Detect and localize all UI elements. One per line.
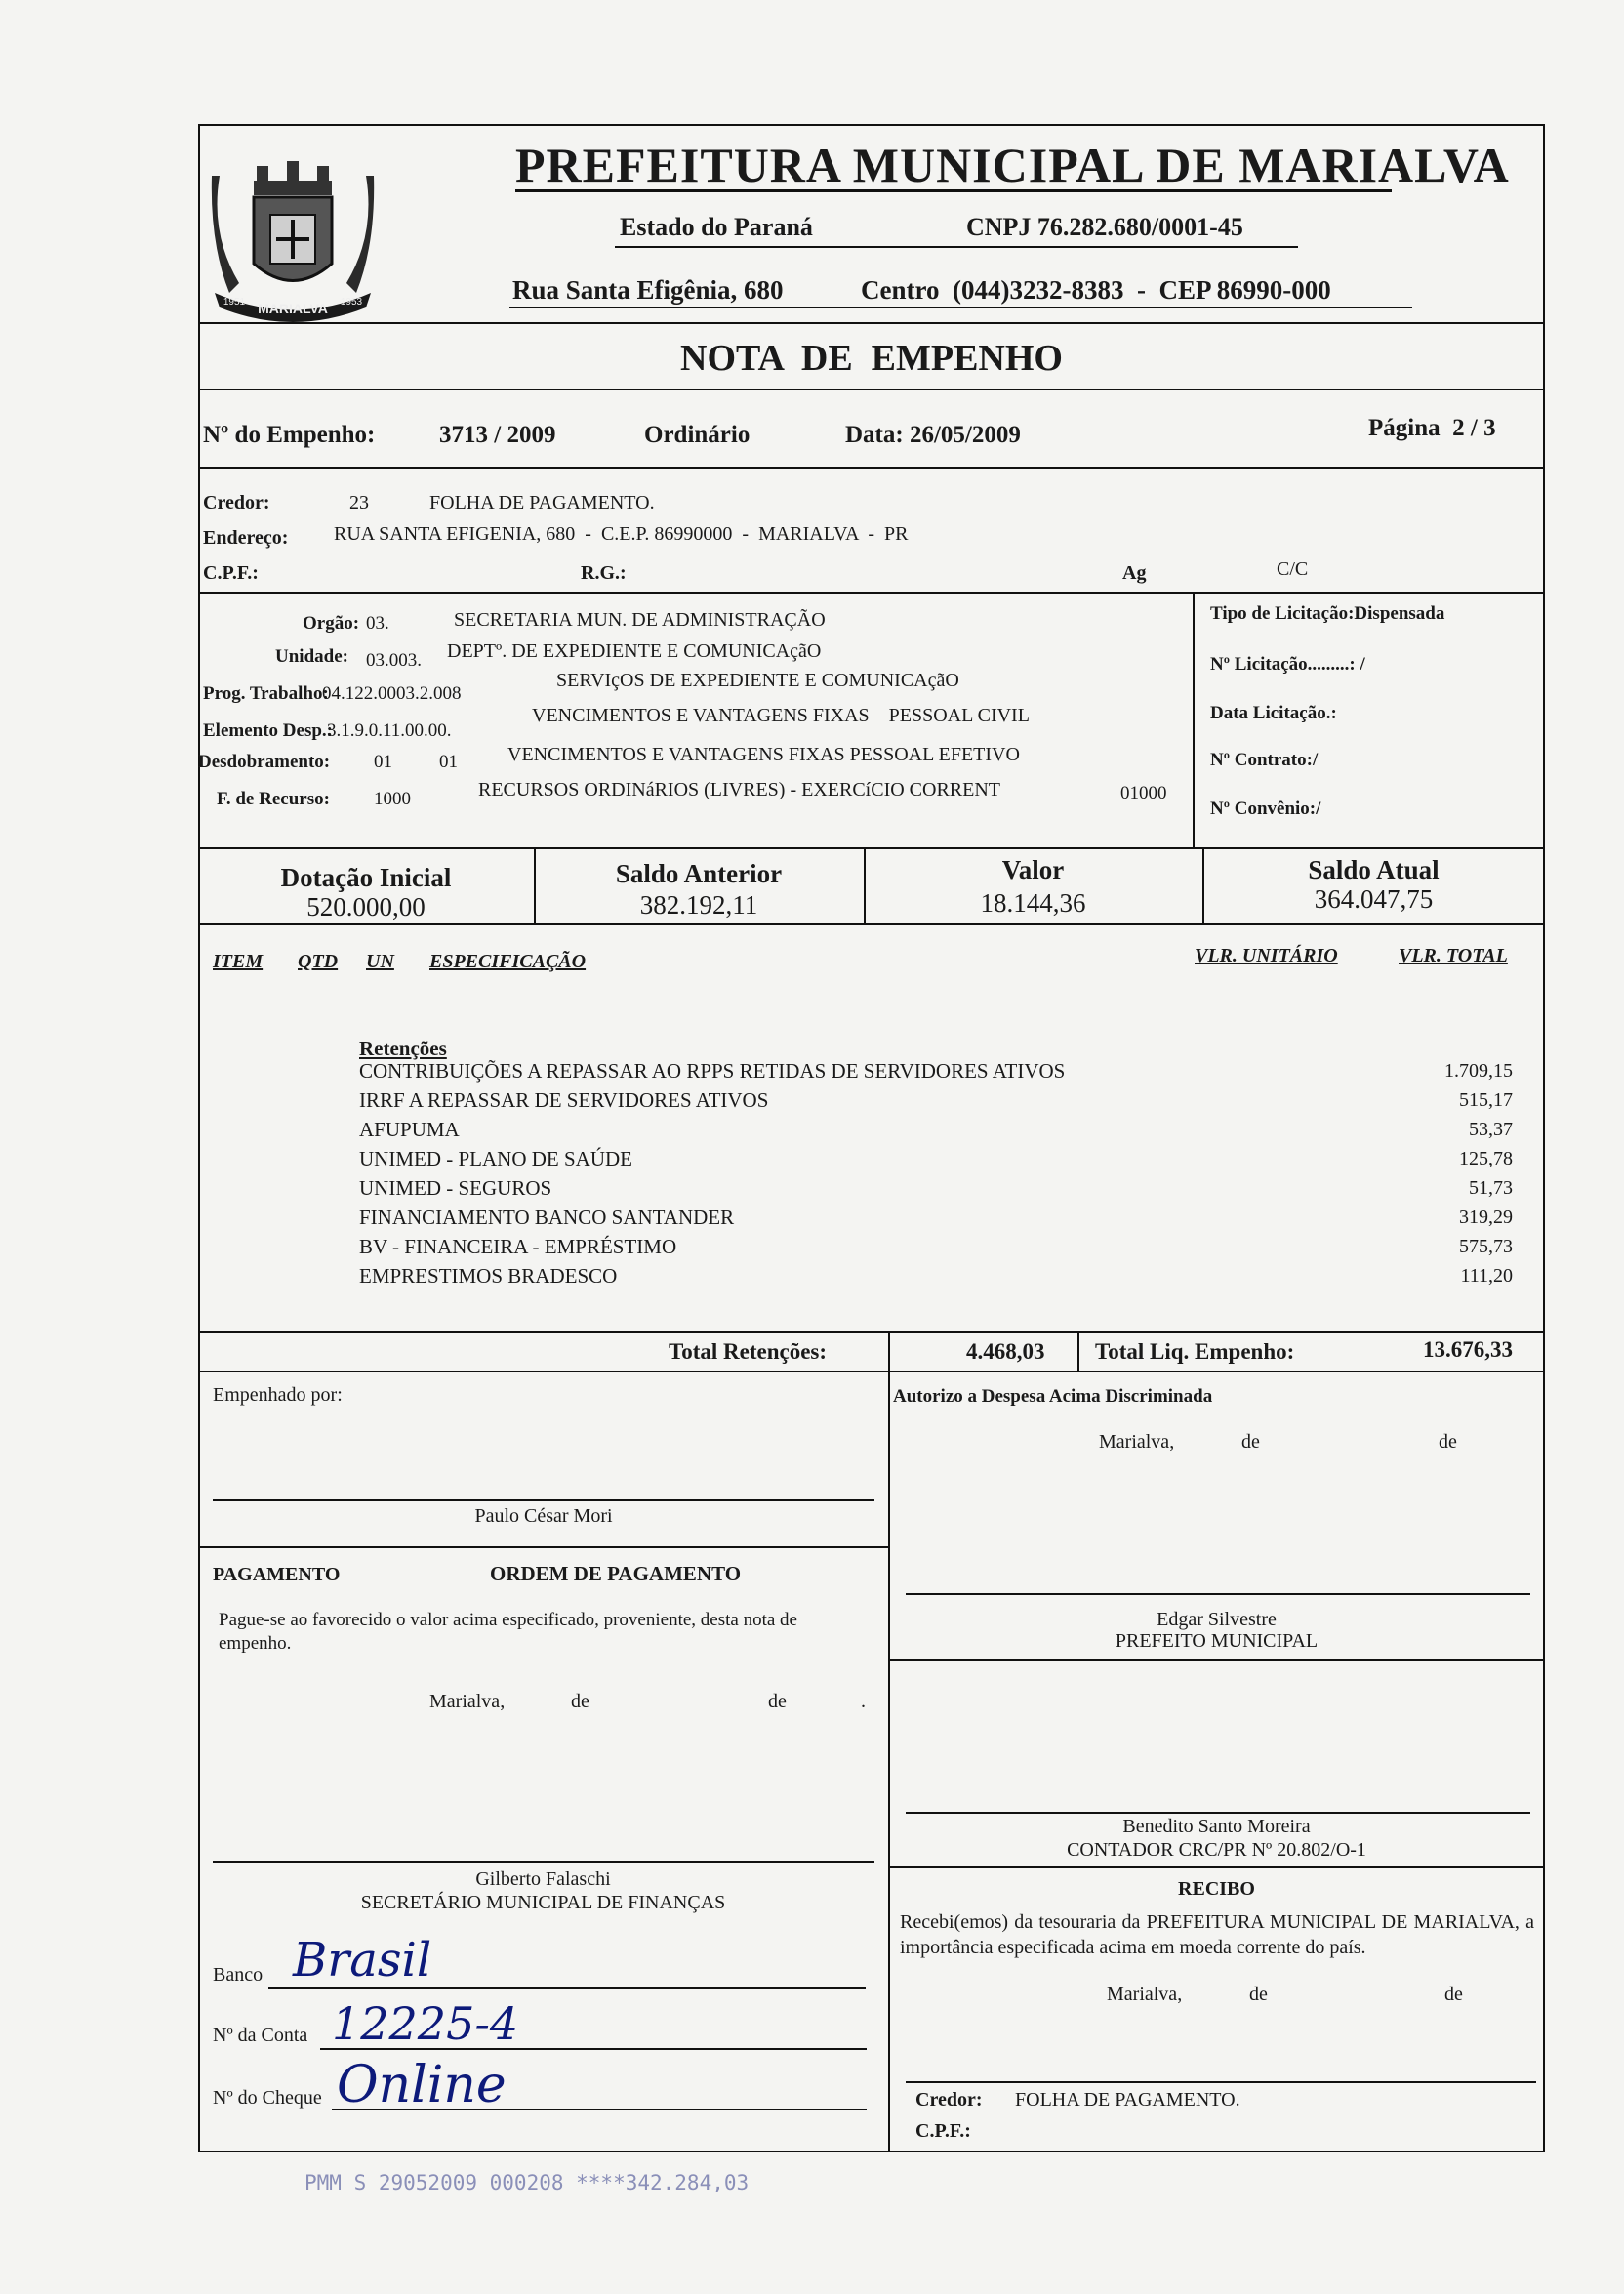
- pague-se-text: Pague-se ao favorecido o valor acima especificado, proveniente, desta nota de empenho.: [219, 1610, 797, 1654]
- saldo-anterior-label: Saldo Anterior: [615, 859, 783, 888]
- header-street: Rua Santa Efigênia, 680: [512, 275, 784, 305]
- col-vlr-unitario: VLR. UNITÁRIO: [1195, 945, 1338, 966]
- licitacao-numero: Nº Licitação.........: /: [1210, 654, 1365, 675]
- rec-extra: 01000: [1120, 783, 1167, 803]
- autorizo-city: Marialva,: [1099, 1431, 1175, 1453]
- desd-code2: 01: [439, 752, 458, 772]
- orgao-label: Orgão:: [303, 613, 360, 634]
- header-title: PREFEITURA MUNICIPAL DE MARIALVA: [515, 138, 1510, 192]
- rec-label: F. de Recurso:: [217, 789, 330, 809]
- desd-label: Desdobramento:: [198, 752, 331, 772]
- empenhado-label: Empenhado por:: [213, 1384, 343, 1406]
- list-item-value: 575,73: [1459, 1236, 1513, 1257]
- page-number: Página 2 / 3: [1368, 415, 1496, 441]
- credor-name: FOLHA DE PAGAMENTO.: [429, 492, 655, 513]
- saldo-atual-label: Saldo Atual: [1308, 855, 1440, 884]
- ag-label: Ag: [1122, 562, 1147, 584]
- endereco-label: Endereço:: [203, 527, 289, 549]
- pagamento-label: PAGAMENTO: [213, 1564, 341, 1585]
- pague-dot: .: [861, 1691, 866, 1712]
- autorizo-de2: de: [1439, 1431, 1457, 1453]
- col-qtd: QTD: [298, 951, 339, 972]
- list-item: EMPRESTIMOS BRADESCO: [359, 1264, 618, 1288]
- banco-handwritten: Brasil: [293, 1933, 432, 1987]
- recibo-title: RECIBO: [1178, 1878, 1255, 1900]
- col-vlr-total: VLR. TOTAL: [1399, 945, 1508, 966]
- credor-code: 23: [349, 492, 369, 513]
- pague-de1: de: [571, 1691, 589, 1712]
- col-un: UN: [366, 951, 394, 972]
- total-retencoes-label: Total Retenções:: [669, 1339, 828, 1364]
- rg-label: R.G.:: [581, 562, 627, 584]
- desd-desc: VENCIMENTOS E VANTAGENS FIXAS PESSOAL EFETIVO: [508, 744, 1020, 765]
- list-item: UNIMED - SEGUROS: [359, 1176, 552, 1200]
- elem-label: Elemento Desp.:: [203, 720, 333, 741]
- recibo-credor-label: Credor:: [915, 2089, 983, 2110]
- header-state: Estado do Paraná: [620, 213, 813, 241]
- empenho-label: Nº do Empenho:: [203, 422, 376, 448]
- list-item-value: 125,78: [1459, 1148, 1513, 1169]
- ordem-pagamento-label: ORDEM DE PAGAMENTO: [490, 1562, 742, 1585]
- recibo-de2: de: [1444, 1984, 1463, 2005]
- elem-code: 3.1.9.0.11.00.00.: [327, 720, 452, 741]
- licitacao-convenio: Nº Convênio:/: [1210, 799, 1321, 819]
- orgao-code: 03.: [366, 613, 389, 634]
- col-especificacao: ESPECIFICAÇÃO: [429, 951, 587, 972]
- cpf-label: C.P.F.:: [203, 562, 259, 584]
- recibo-text: Recebi(emos) da tesouraria da PREFEITURA MUNICIPAL DE MARIALVA, a importância especificada acima em moeda corrente do país.: [900, 1911, 1534, 1958]
- header-cnpj: CNPJ 76.282.680/0001-45: [966, 213, 1243, 241]
- prog-code: 04.122.0003.2.008: [322, 683, 462, 704]
- payment-stamp: PMM S 29052009 000208 ****342.284,03: [304, 2171, 750, 2194]
- unidade-label: Unidade:: [275, 646, 348, 667]
- col-item: ITEM: [213, 951, 264, 972]
- saldo-atual-value: 364.047,75: [1314, 884, 1434, 914]
- list-item: FINANCIAMENTO BANCO SANTANDER: [359, 1206, 735, 1229]
- recibo-cpf-label: C.P.F.:: [915, 2120, 971, 2142]
- retencoes-title: Retenções: [359, 1037, 447, 1060]
- rec-desc: RECURSOS ORDINáRIOS (LIVRES) - EXERCíCIO CORRENT: [478, 779, 1001, 800]
- list-item-value: 53,37: [1469, 1119, 1513, 1140]
- conta-label: Nº da Conta: [213, 2025, 308, 2046]
- valor-value: 18.144,36: [980, 888, 1086, 918]
- valor-label: Valor: [1001, 855, 1065, 884]
- cheque-handwritten: Online: [337, 2056, 507, 2114]
- total-liq-label: Total Liq. Empenho:: [1095, 1339, 1295, 1364]
- licitacao-tipo: Tipo de Licitação:Dispensada: [1210, 603, 1445, 624]
- doc-title: NOTA DE EMPENHO: [680, 338, 1063, 379]
- elem-desc: VENCIMENTOS E VANTAGENS FIXAS – PESSOAL CIVIL: [532, 705, 1030, 726]
- list-item-value: 1.709,15: [1444, 1060, 1513, 1082]
- cheque-label: Nº do Cheque: [213, 2087, 322, 2109]
- list-item: BV - FINANCEIRA - EMPRÉSTIMO: [359, 1235, 677, 1258]
- prog-desc: SERVIçOS DE EXPEDIENTE E COMUNICAçãO: [556, 670, 959, 691]
- autorizo-text: Autorizo a Despesa Acima Discriminada: [893, 1386, 1213, 1407]
- empenho-date: Data: 26/05/2009: [845, 422, 1021, 448]
- prog-label: Prog. Trabalho:: [203, 683, 329, 704]
- list-item: UNIMED - PLANO DE SAÚDE: [359, 1147, 632, 1170]
- secretario-name: Gilberto Falaschi: [475, 1868, 611, 1890]
- prefeito-title: PREFEITO MUNICIPAL: [1115, 1630, 1319, 1652]
- credor-label: Credor:: [203, 492, 270, 513]
- recibo-credor-name: FOLHA DE PAGAMENTO.: [1015, 2089, 1240, 2110]
- licitacao-contrato: Nº Contrato:/: [1210, 750, 1319, 770]
- autorizo-de1: de: [1241, 1431, 1260, 1453]
- pague-de2: de: [768, 1691, 787, 1712]
- dotacao-label: Dotação Inicial: [280, 863, 452, 892]
- total-liq-value: 13.676,33: [1423, 1337, 1513, 1362]
- dotacao-value: 520.000,00: [306, 892, 426, 922]
- empenhado-name: Paulo César Mori: [474, 1505, 613, 1527]
- empenho-value: 3713 / 2009: [439, 422, 556, 448]
- orgao-desc: SECRETARIA MUN. DE ADMINISTRAÇÃO: [454, 609, 826, 631]
- desd-code1: 01: [374, 752, 392, 772]
- banco-label: Banco: [213, 1964, 264, 1986]
- pague-city: Marialva,: [429, 1691, 506, 1712]
- contador-title: CONTADOR CRC/PR Nº 20.802/O-1: [1067, 1839, 1366, 1861]
- unidade-code: 03.003.: [366, 650, 422, 671]
- seal-text: MARIALVA: [258, 301, 328, 316]
- unidade-desc: DEPTº. DE EXPEDIENTE E COMUNICAçãO: [447, 640, 822, 662]
- list-item: IRRF A REPASSAR DE SERVIDORES ATIVOS: [359, 1088, 769, 1112]
- recibo-city: Marialva,: [1107, 1984, 1183, 2005]
- retencoes-value-list: [1318, 1056, 1513, 1290]
- list-item: AFUPUMA: [359, 1118, 460, 1141]
- list-item-value: 319,29: [1459, 1207, 1513, 1228]
- seal-year-left: 1951: [223, 297, 246, 307]
- prefeito-name: Edgar Silvestre: [1157, 1609, 1277, 1630]
- retencoes-desc-list: [359, 1056, 1238, 1290]
- licitacao-data: Data Licitação.:: [1210, 703, 1337, 723]
- list-item-value: 515,17: [1459, 1089, 1513, 1111]
- total-retencoes-value: 4.468,03: [966, 1339, 1045, 1364]
- secretario-title: SECRETÁRIO MUNICIPAL DE FINANÇAS: [360, 1892, 726, 1913]
- seal-year-right: 1953: [340, 297, 363, 307]
- list-item-value: 111,20: [1460, 1265, 1513, 1287]
- contador-name: Benedito Santo Moreira: [1122, 1816, 1311, 1837]
- saldo-anterior-value: 382.192,11: [639, 890, 758, 920]
- list-item-value: 51,73: [1469, 1177, 1513, 1199]
- list-item: CONTRIBUIÇÕES A REPASSAR AO RPPS RETIDAS DE SERVIDORES ATIVOS: [359, 1059, 1066, 1083]
- recibo-de1: de: [1249, 1984, 1268, 2005]
- conta-handwritten: 12225-4: [332, 1997, 519, 2050]
- header-district: Centro (044)3232-8383 - CEP 86990-000: [861, 275, 1331, 305]
- rec-code: 1000: [374, 789, 411, 809]
- endereco-value: RUA SANTA EFIGENIA, 680 - C.E.P. 86990000 - MARIALVA - PR: [334, 523, 909, 545]
- municipal-seal: [200, 137, 386, 332]
- cc-label: C/C: [1277, 558, 1309, 580]
- empenho-type: Ordinário: [644, 422, 751, 448]
